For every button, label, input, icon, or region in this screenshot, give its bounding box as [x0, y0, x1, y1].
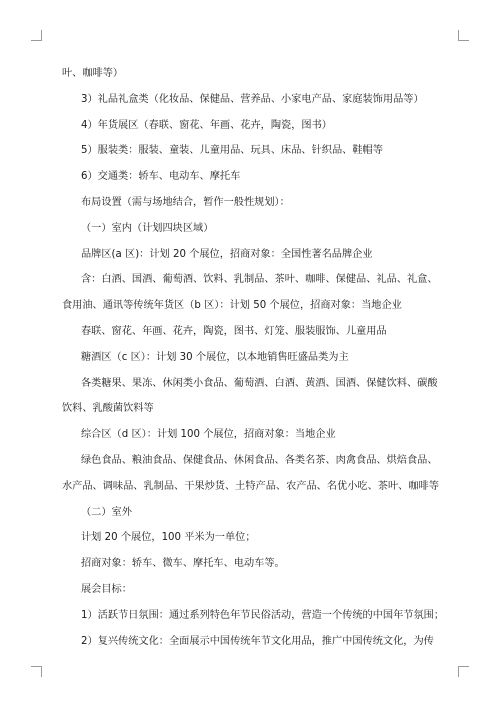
zone-b-contents: 春联、窗花、年画、花卉，陶瓷，图书、灯笼、服装服饰、儿童用品	[81, 325, 387, 337]
subheading-indoor: （一）室内（计划四块区域）	[81, 222, 214, 234]
zone-d-general: 综合区（d 区）：计划 100 个展位，招商对象：当地企业	[81, 429, 336, 441]
text-line: 水产品、调味品、乳制品、干果炒货、土特产品、农产品、名优小吃、茶叶、咖啡等	[62, 480, 439, 492]
section-heading-layout: 布局设置（需与场地结合，暂作一般性规划）：	[81, 196, 290, 208]
zone-d-contents	[62, 455, 444, 493]
text-line: 含：白酒、国酒、葡萄酒、饮料、乳制品、茶叶、咖啡、保健品、礼品、礼盒、	[81, 274, 438, 286]
zone-c-contents	[62, 378, 444, 416]
zone-a-contents	[62, 274, 444, 312]
goal-1: 1）活跃节日氛围：通过系列特色年节民俗活动，营造一个传统的中国年节氛围；	[81, 609, 445, 621]
zone-c-candy-wine: 糖酒区（c 区）：计划 30 个展位，以本地销售旺盛品类为主	[81, 351, 349, 363]
text-line: 绿色食品、粮油食品、保健食品、休闲食品、各类名茶、肉禽食品、烘焙食品、	[81, 454, 438, 466]
outdoor-targets: 招商对象：轿车、微车、摩托车、电动车等。	[81, 558, 285, 570]
crop-mark-top-right	[458, 30, 469, 41]
text-line: 各类糖果、果冻、休闲类小食品、葡萄酒、白酒、黄酒、国酒、保健饮料、碳酸	[81, 377, 438, 389]
subheading-outdoor: （二）室外	[81, 506, 132, 518]
crop-mark-top-left	[31, 30, 42, 41]
text-line: 食用油、通讯等传统年货区（b 区）：计划 50 个展位，招商对象：当地企业	[62, 300, 402, 312]
zone-a-brand: 品牌区(a 区)：计划 20 个展位，招商对象：全国性著名品牌企业	[81, 248, 373, 260]
list-item-transport: 6）交通类：轿车、电动车、摩托车	[81, 171, 241, 183]
goal-2: 2）复兴传统文化：全面展示中国传统年节文化用品，推广中国传统文化，为传	[81, 635, 434, 647]
crop-mark-bottom-right	[458, 666, 469, 677]
list-item-clothing: 5）服装类：服装、童装、儿童用品、玩具、床品、针织品、鞋帽等	[81, 145, 383, 157]
text-line: 饮料、乳酸菌饮料等	[62, 403, 154, 415]
outdoor-plan: 计划 20 个展位，100 平米为一单位；	[81, 532, 256, 544]
list-item-new-year-goods: 4）年货展区（春联、窗花、年画、花卉，陶瓷，图书）	[81, 119, 332, 131]
section-heading-goals: 展会目标：	[81, 583, 132, 595]
list-item-gift-boxes: 3）礼品礼盒类（化妆品、保健品、营养品、小家电产品、家庭装饰用品等）	[81, 93, 424, 105]
document-body	[62, 68, 444, 661]
paragraph-continuation: 叶、咖啡等）	[62, 68, 124, 79]
crop-mark-bottom-left	[31, 666, 42, 677]
